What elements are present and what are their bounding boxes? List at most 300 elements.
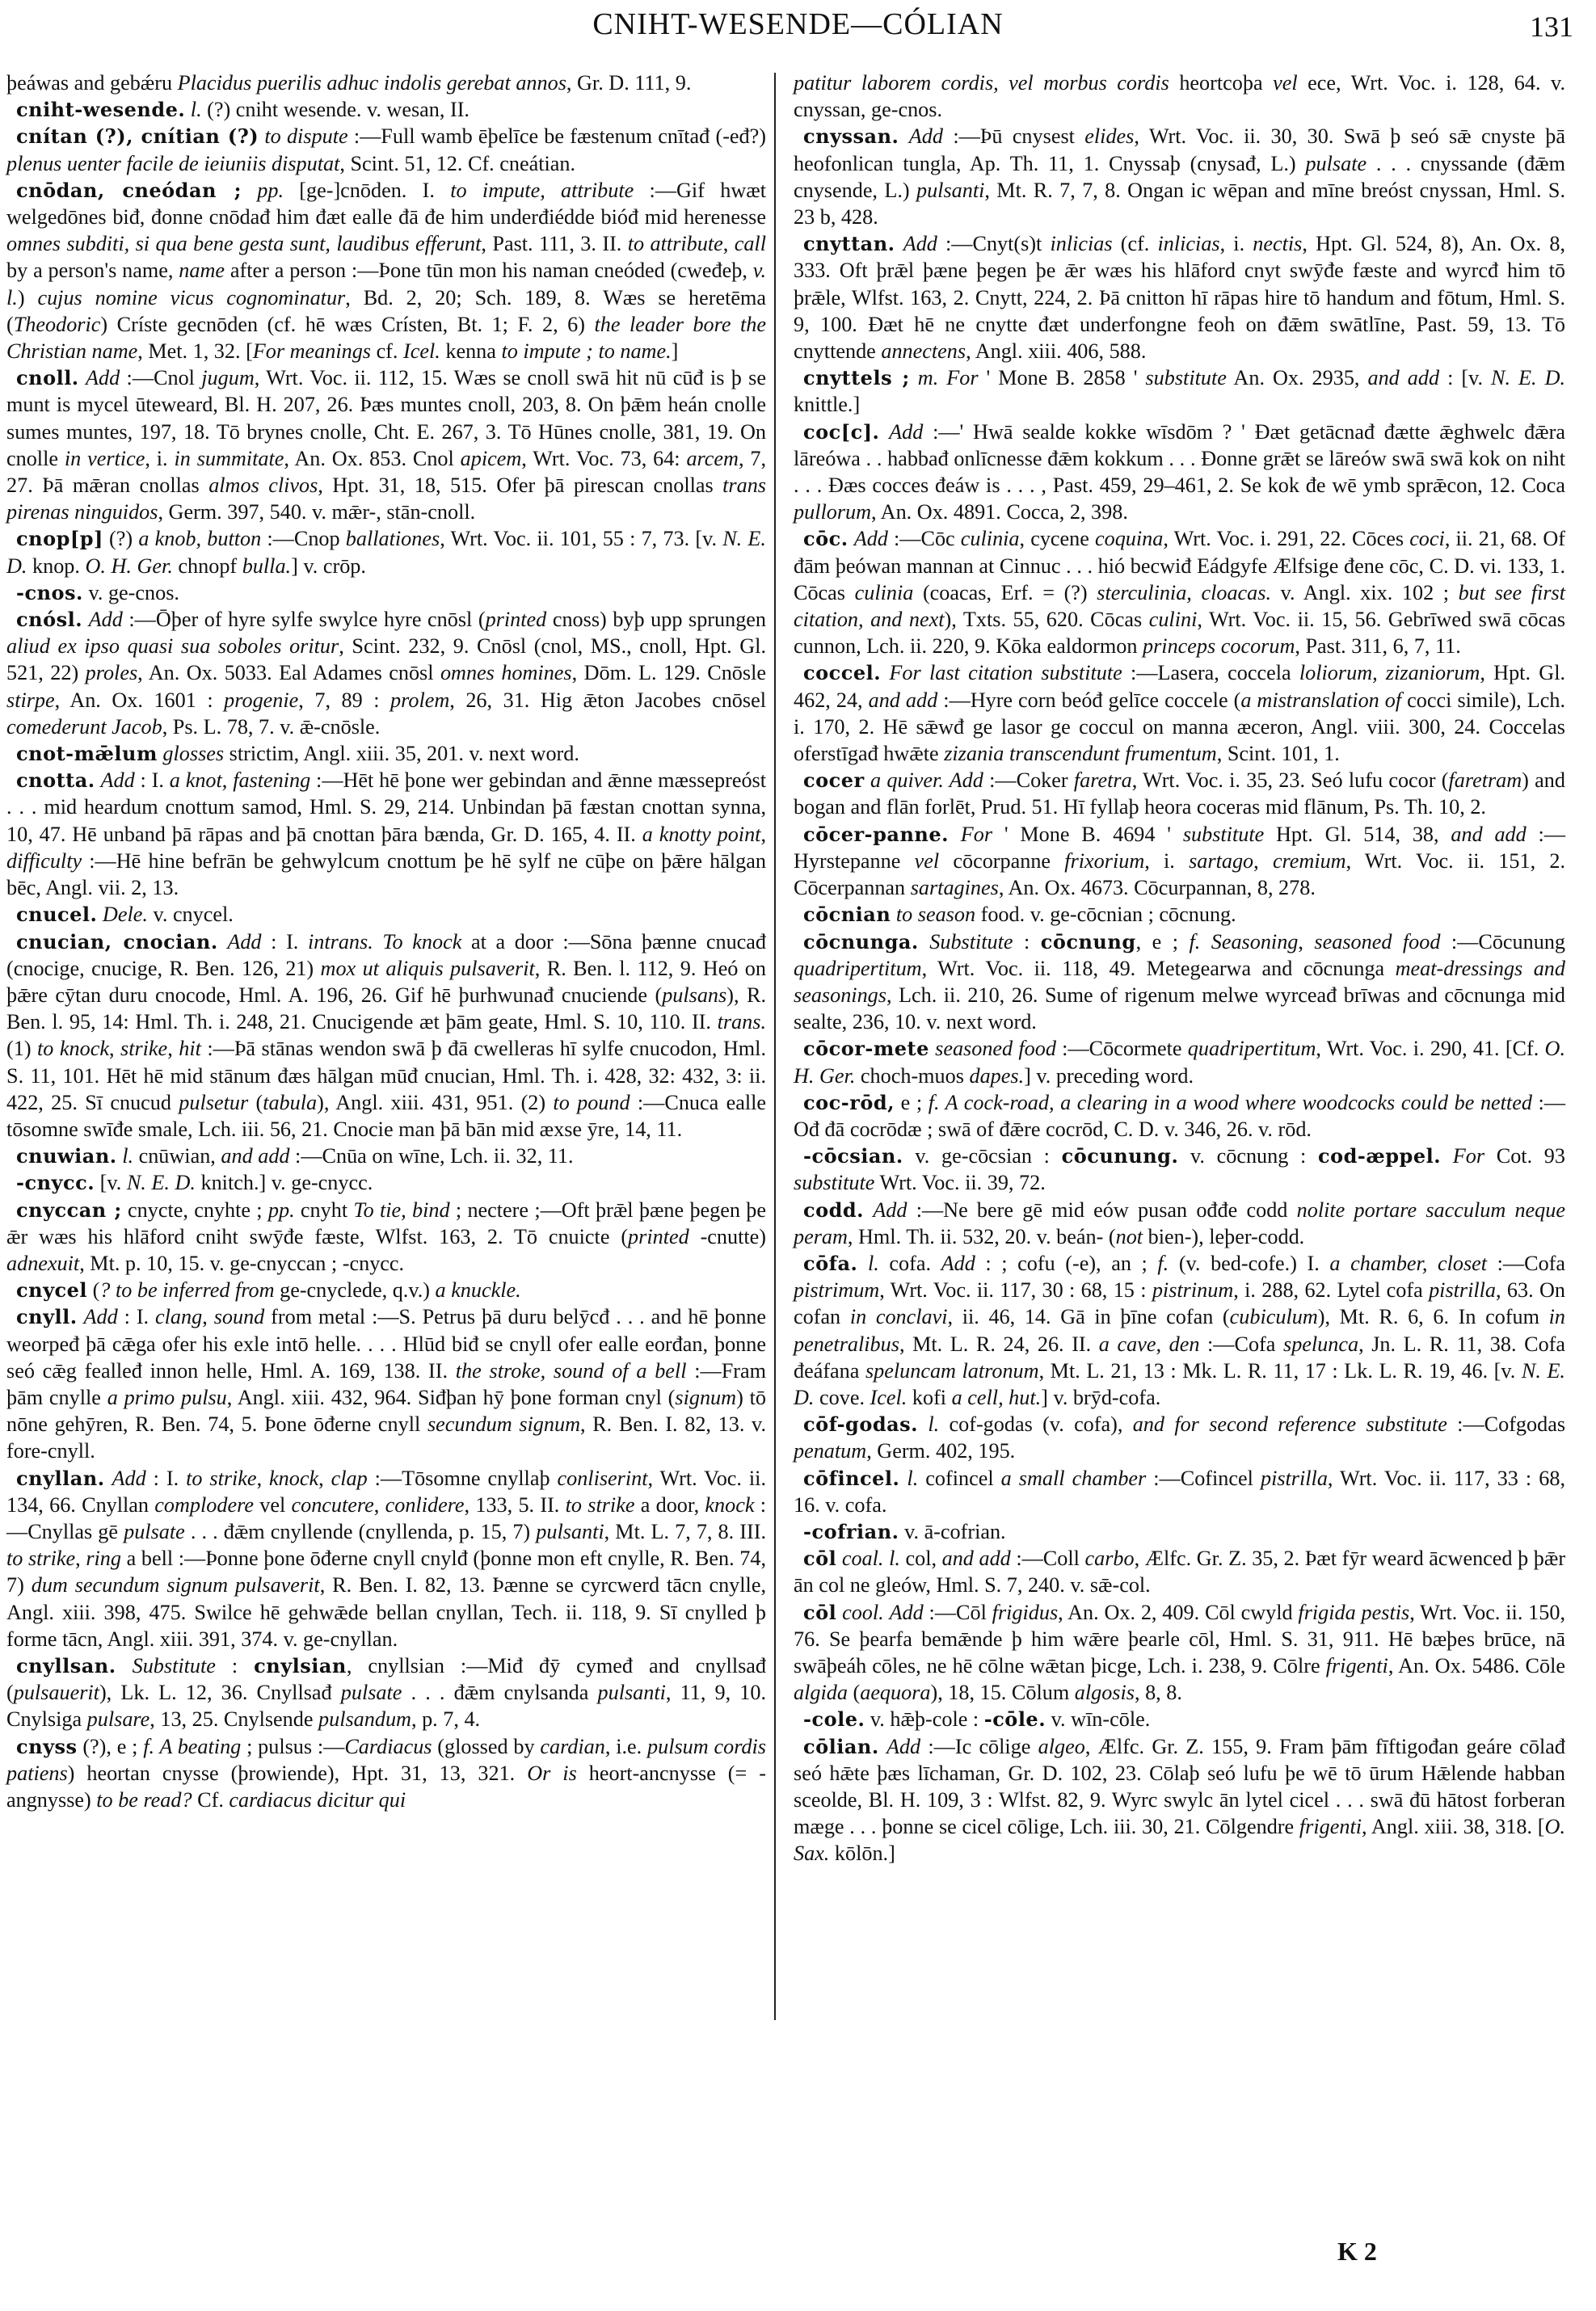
italic-text: to strike <box>186 1466 257 1490</box>
italic-text: difficulty <box>6 848 82 873</box>
entry-text: :—Cnuca ealle tōsomne swīđe smale, Lch. iii. 56, 21. Cnocie man þā bān mid æxse ȳre, 14, 11. <box>6 1090 766 1141</box>
italic-text: a knob, button <box>138 527 262 551</box>
entry-text: v. cōcnung : <box>1178 1144 1318 1168</box>
italic-text: princeps cocorum <box>1143 634 1295 659</box>
entry-text: cōcorpanne <box>939 848 1065 873</box>
entry-text: , Past. 311, 6, 7, 11. <box>1295 634 1461 659</box>
headword: cnyssan. <box>803 124 899 149</box>
entry-text <box>95 768 101 792</box>
headword: cnyttan. <box>803 232 895 256</box>
italic-text: faretram <box>1448 768 1522 793</box>
entry-text: , Bd. 2, 20; Sch. 189, 8. Wæs se heretēma ( <box>6 285 766 336</box>
italic-text: coquina <box>1095 527 1164 551</box>
headword: cnyttels ; <box>803 366 910 390</box>
bold-form: cōcnung <box>1040 929 1136 953</box>
entry-text: ( <box>847 1681 861 1705</box>
entry-text: . . . đǣm cnylsanda <box>402 1681 598 1705</box>
entry-text: , <box>221 768 234 793</box>
italic-text: faretra <box>1073 768 1132 793</box>
entry-text: [ge-]cnōden. I. <box>283 178 451 202</box>
entry-text: , Ps. L. 78, 7. v. ǣ-cnōsle. <box>162 714 381 739</box>
entry-text <box>857 1252 868 1275</box>
dictionary-entry <box>6 1143 766 1169</box>
italic-text: vel <box>1273 71 1298 95</box>
entry-text: e ; <box>894 1090 929 1114</box>
italic-text: seasoned food <box>1314 929 1441 953</box>
entry-text: v. ā-cofrian. <box>899 1519 1006 1543</box>
entry-text: þeáwas and gebǽru <box>6 71 178 95</box>
entry-text: , 7, 89 : <box>298 688 391 712</box>
entry-text: , ii. 21, 68. Of đām þeówan mannan at Cinnuc . . . hió becwiđ Eádgyfe Ælfsige đene cōc, C. D. vi. 133, 1. Cōcas <box>794 527 1566 604</box>
entry-text: , Wrt. Voc. ii. 118, 49. Metegearwa and cōcnunga <box>921 956 1396 980</box>
italic-text: For <box>960 822 993 846</box>
headword: cnósl. <box>16 608 83 632</box>
entry-text: , Wrt. Voc. ii. 117, 33 : 68, 16. v. cofa. <box>794 1466 1565 1517</box>
italic-text: to pound <box>553 1090 630 1114</box>
entry-text: , Ælfc. Gr. Z. 155, 9. Fram þām fīftigođan geáre cōlađ seó hǣte þæs līchaman, Gr. D. 102, 23. Cōlaþ seó lufu þe wē tō ūrum Hǣlende habban sceolde, Bl. H. 109, 3 : Wlfst. 82, 9. Wyrc swylc ān lytel cicel . . . swā đū hātost forberan mæge . . . þonne se cicel cōlige, Lch. iii. 30, 21. Cōlgendre <box>794 1734 1566 1839</box>
headword: cnyllsan. <box>16 1653 116 1677</box>
entry-text: , <box>108 1037 120 1061</box>
italic-text: O. H. Ger. <box>85 554 173 578</box>
entry-text: , An. Ox. 4891. Cocca, 2, 398. <box>871 500 1128 524</box>
entry-text: (glossed by <box>432 1734 541 1758</box>
italic-text: to season <box>895 903 976 927</box>
italic-text: f. A cock-road, a clearing in a wood where woodcocks could be netted <box>928 1090 1532 1114</box>
italic-text: and add <box>868 688 938 712</box>
italic-text: to be read? <box>96 1788 192 1812</box>
italic-text: stirpe <box>6 688 55 712</box>
entry-text: a door, <box>634 1492 705 1517</box>
entry-text: cof-godas (v. cofa), <box>939 1412 1133 1437</box>
entry-text: : ; cofu (-e), an ; <box>975 1251 1158 1275</box>
headword: cōcnian <box>803 903 891 927</box>
italic-text: arcem <box>686 446 739 470</box>
italic-text: pulsanti <box>536 1519 604 1543</box>
italic-text: l. <box>867 1251 879 1275</box>
dictionary-entry <box>794 821 1565 902</box>
italic-text: to strike <box>6 1547 76 1571</box>
entry-text: : <box>215 1653 255 1677</box>
headword: coc[c]. <box>803 419 880 444</box>
italic-text: pp. <box>257 178 284 202</box>
entry-text: ; pulsus :— <box>241 1734 345 1758</box>
entry-text: , Angl. xiii. 432, 964. Siđþan hȳ þone forman cnyl ( <box>226 1385 676 1409</box>
italic-text: meat-dressings and seasonings <box>794 956 1565 1007</box>
italic-text: and add <box>221 1144 290 1168</box>
entry-text: , <box>167 1037 179 1061</box>
entry-text: :—Cnop <box>261 527 346 551</box>
headword: cōfincel. <box>803 1466 900 1490</box>
italic-text: For last citation substitute <box>889 661 1122 685</box>
dictionary-entry <box>794 1250 1565 1411</box>
right-column <box>794 69 1565 1867</box>
entry-text: , i. <box>1219 232 1253 256</box>
running-title: CNIHT-WESENDE—CÓLIAN <box>592 7 1004 41</box>
italic-text: and add <box>1367 366 1440 390</box>
headword: cocer <box>803 768 865 793</box>
entry-text: , Mt. L. 21, 13 : Mk. L. R. 11, 17 : Lk. L. R. 19, 46. [v. <box>1038 1358 1522 1383</box>
entry-text <box>918 1412 928 1436</box>
entry-text <box>949 823 961 846</box>
headword: cōfa. <box>803 1251 858 1275</box>
italic-text: quadripertitum <box>794 956 922 980</box>
entry-text: ' Mone B. 4694 ' <box>992 822 1183 846</box>
entry-text: ), Mt. R. 6, 6. In cofum <box>1317 1305 1549 1329</box>
entry-text <box>881 661 889 684</box>
entry-text: . . . cnyssande (đǣm cnysende, L.) <box>794 151 1566 202</box>
italic-text: clang <box>155 1305 203 1329</box>
italic-text: aliud ex ipso quasi sua soboles oritur <box>6 634 339 659</box>
entry-text <box>242 179 257 202</box>
entry-text: cnycte, cnyhte ; <box>121 1198 268 1222</box>
entry-text: , Jn. L. R. 11, 38. Cofa đeáfana <box>794 1332 1566 1383</box>
entry-text: ), Lk. L. 12, 36. Cnyllsađ <box>99 1681 341 1705</box>
entry-text <box>78 1305 84 1328</box>
italic-text: bulla. <box>242 554 292 578</box>
entry-text: ), Txts. 55, 620. Cōcas <box>944 608 1149 632</box>
entry-text: :—Ōþer of hyre sylfe swylce hyre cnōsl ( <box>122 608 486 632</box>
dictionary-entry <box>794 1545 1565 1598</box>
entry-text: , Scint. 51, 12. Cf. cneátian. <box>339 151 576 175</box>
dictionary-entry <box>794 364 1565 418</box>
entry-text: , 26, 31. Hig ǣton Jacobes cnōsel <box>449 688 766 712</box>
entry-text: , An. Ox. 5486. Cōle <box>1388 1653 1565 1677</box>
dictionary-entry <box>6 1169 766 1196</box>
italic-text: inlicias <box>1050 232 1113 256</box>
italic-text: Icel. <box>870 1385 907 1409</box>
italic-text: a primo pulsu <box>107 1385 227 1409</box>
italic-text: Or is <box>527 1761 577 1785</box>
dictionary-entry <box>6 364 766 525</box>
entry-text: ), 18, 15. Cōlum <box>930 1681 1075 1705</box>
italic-text: plenus uenter facile de ieiuniis disputat <box>6 151 340 175</box>
italic-text: pulsate <box>124 1519 185 1543</box>
italic-text: nolite portare sacculum neque peram <box>794 1198 1565 1248</box>
bold-form: cōcunung. <box>1061 1144 1179 1168</box>
bold-form: cnylsian <box>254 1653 347 1677</box>
italic-text: algeo <box>1038 1734 1085 1758</box>
italic-text: ring <box>86 1547 121 1571</box>
italic-text: algosis <box>1074 1681 1135 1705</box>
entry-text: knitch.] v. ge-cnycc. <box>195 1171 373 1195</box>
headword: cnop[p] <box>16 527 103 551</box>
entry-text: :—Cōl <box>923 1600 992 1624</box>
italic-text: N. E. D. <box>126 1171 196 1195</box>
entry-text: , Hml. Th. ii. 532, 20. v. beán- ( <box>847 1224 1116 1248</box>
entry-text: , Past. 111, 3. II. <box>481 232 628 256</box>
entry-text: , Mt. p. 10, 15. v. ge-cnyccan ; -cnycc. <box>79 1251 405 1275</box>
italic-text: to impute, attribute <box>450 178 634 202</box>
entry-text: (?) cniht wesende. v. wesan, II. <box>201 98 470 122</box>
dictionary-entry <box>6 579 766 606</box>
italic-text: pulsate <box>1305 151 1367 175</box>
entry-text <box>879 420 889 444</box>
entry-text: :—Cnol <box>120 366 202 390</box>
column-divider <box>774 73 776 2020</box>
italic-text: algida <box>794 1681 848 1705</box>
italic-text: comederunt Jacob <box>6 714 162 739</box>
italic-text: Add <box>112 1466 146 1490</box>
entry-text: , <box>75 1547 86 1571</box>
entry-text: by a person's name, <box>6 259 179 283</box>
entry-text: food. v. ge-cōcnian ; cōcnung. <box>975 903 1236 927</box>
italic-text: and add <box>941 1547 1011 1571</box>
italic-text: frixorium <box>1064 848 1145 873</box>
italic-text: ballationes <box>345 527 440 551</box>
italic-text: Add <box>889 1600 924 1624</box>
italic-text: tabula <box>263 1090 318 1114</box>
italic-text: cujus nomine vicus cognominatur <box>37 285 346 309</box>
headword: cnot-mǣlum <box>16 742 158 766</box>
entry-text: , i. <box>1144 848 1190 873</box>
dictionary-entry <box>794 1465 1565 1518</box>
entry-text: ) tō nōne gehȳren, R. Ben. 74, 5. Þone ōđerne cnyll <box>6 1385 766 1437</box>
italic-text: Theodoric <box>13 312 101 336</box>
entry-text: ] v. preceding word. <box>1024 1063 1194 1088</box>
italic-text: signum <box>675 1385 737 1409</box>
entry-text: ) <box>17 285 38 309</box>
entry-text: :—Cofincel <box>1146 1466 1261 1490</box>
entry-text: , 63. On cofan <box>794 1278 1565 1329</box>
entry-text: , Wrt. Voc. i. 290, 41. [Cf. <box>1316 1037 1545 1061</box>
italic-text: nectis <box>1253 232 1303 256</box>
entry-text: , <box>760 822 766 846</box>
entry-text: v. cnycel. <box>147 903 234 927</box>
italic-text: seasoned food <box>935 1037 1056 1061</box>
italic-text: not <box>1115 1224 1143 1248</box>
dictionary-entry <box>794 1197 1565 1250</box>
signature-mark: K 2 <box>1337 2237 1377 2266</box>
italic-text: a chamber, closet <box>1329 1251 1488 1275</box>
italic-text: cardiacus dicitur qui <box>229 1788 406 1812</box>
italic-text: conlidere <box>385 1492 465 1517</box>
entry-text: :—Cōcunung <box>1440 929 1566 953</box>
italic-text: N. E. D. <box>1491 366 1566 390</box>
entry-text: , Germ. 397, 540. v. mǣr-, stān-cnoll. <box>158 500 476 524</box>
italic-text: Add <box>941 1251 975 1275</box>
headword: cōcnunga. <box>803 929 919 953</box>
headword: -cōcsian. <box>803 1144 903 1168</box>
headword: codd. <box>803 1198 865 1222</box>
italic-text: pulsans <box>662 983 727 1007</box>
entry-text: , R. Ben. I. 82, 13. Þænne se cyrcwerd tācn cnylle, Angl. xiii. 398, 475. Swilce hē gehwǣde bellan cnyllan, Tech. ii. 118, 9. Sī cnylled þ forme tācn, Angl. xiii. 391, 374. v. ge-cnyllan. <box>6 1573 766 1651</box>
entry-text: from metal :—S. Petrus þā duru belȳcđ . . . and hē þonne weorpeđ þā cǣga ofer his exle intō helle. . . . Hlūd biđ se cnyll ofer ealle eorđan, þonne seó cǣg fealleđ innon helle, Hml. A. 169, 138. II. <box>6 1305 767 1383</box>
entry-text: , <box>202 1305 214 1329</box>
entry-text: :—Ne bere gē mid eów pusan ođđe codd <box>907 1198 1297 1222</box>
entry-text: ] v. crōp. <box>291 554 366 578</box>
headword: cōc. <box>803 527 849 551</box>
entry-text: kenna <box>440 339 502 364</box>
italic-text: Substitute <box>929 929 1013 953</box>
entry-text: , Wrt. Voc. 73, 64: <box>521 446 687 470</box>
italic-text: l. <box>928 1412 940 1437</box>
italic-text: in penetralibus <box>794 1305 1566 1356</box>
entry-text: :—Cofa <box>1487 1251 1566 1275</box>
entry-text <box>895 232 903 255</box>
italic-text: to knock <box>37 1037 109 1061</box>
italic-text: almos clivos <box>208 474 318 498</box>
entry-text: , Scint. 232, 9. Cnōsl (cnol, MS., cnoll, Hpt. Gl. 521, 22) <box>6 634 766 685</box>
entry-text: ; nectere ;—Oft þrǣl þæne þegen þe ǣr wæs his hlāford cniht swȳđe fæste, Wlfst. 163, 2. Tō cnuicte ( <box>6 1198 766 1248</box>
italic-text: pullorum <box>794 500 872 524</box>
dictionary-entry <box>6 1303 766 1464</box>
entry-text <box>849 527 854 550</box>
italic-text: pistrilla <box>1260 1466 1328 1490</box>
entry-text: Cot. 93 <box>1484 1144 1565 1168</box>
italic-text: to impute ; to name. <box>501 339 672 364</box>
italic-text: to dispute <box>264 124 348 149</box>
entry-text: bien-), leþer-codd. <box>1143 1224 1305 1248</box>
italic-text: dapes. <box>969 1063 1025 1088</box>
entry-text: col, <box>899 1547 942 1571</box>
italic-text: elides <box>1084 124 1135 149</box>
headword: cōlian. <box>803 1734 879 1758</box>
italic-text: coal. <box>841 1547 884 1571</box>
headword: cnoll. <box>16 366 79 390</box>
entry-text: , Angl. xiii. 406, 588. <box>966 339 1147 364</box>
italic-text: call <box>734 232 766 256</box>
entry-text: ) Críste gecnōden (cf. hē wæs Crísten, Bt. 1; F. 2, 6) <box>100 312 595 336</box>
bold-form: -cōle. <box>983 1707 1046 1732</box>
dictionary-entry <box>794 1035 1565 1088</box>
italic-text: substitute <box>1182 822 1265 846</box>
entry-text <box>79 366 86 389</box>
italic-text: knock <box>269 1466 319 1490</box>
headword: cnyss <box>16 1734 78 1758</box>
entry-text: , 11, 9, 10. Cnylsiga <box>6 1681 766 1732</box>
entry-text: , Ælfc. Gr. Z. 35, 2. Þæt fȳr weard ācwenced þ þǣr ān col ne gleów, Hml. S. 7, 240. v. sǣ-col. <box>794 1547 1566 1597</box>
entry-text: : <box>1013 929 1041 953</box>
entry-text: cocci simile), Lch. i. 170, 2. Hē sǣwđ ge lasor ge coccul on manna æceron, Angl. viii. 300, 24. Coccelas oferstīgađ hwǣte <box>794 688 1566 766</box>
italic-text: proles <box>85 661 138 685</box>
entry-text: , i. <box>145 446 175 470</box>
entry-text: ] <box>671 339 679 364</box>
entry-text: , Wrt. Voc. ii. 151, 2. Cōcerpannan <box>794 848 1565 900</box>
dictionary-entry <box>6 901 766 928</box>
entry-text: :—Þū cnysest <box>942 124 1085 149</box>
italic-text: Substitute <box>132 1653 216 1677</box>
headword: -cnos. <box>16 580 83 604</box>
italic-text: f. A beating <box>143 1734 242 1758</box>
italic-text: pistrimum <box>794 1278 880 1303</box>
italic-text: Add <box>88 608 123 632</box>
headword: cnyccan ; <box>16 1198 122 1222</box>
italic-text: intrans. To knock <box>307 929 462 953</box>
entry-text: , Wrt. Voc. ii. 15, 56. Gebrīwed swā cōcas cunnon, Lch. ii. 220, 9. Kōka ealdormon <box>794 608 1566 659</box>
entry-text: strictim, Angl. xiii. 35, 201. v. next word. <box>224 742 579 766</box>
italic-text: progenie <box>224 688 299 712</box>
entry-text: :—Coker <box>983 768 1074 793</box>
dictionary-entry <box>6 1733 766 1814</box>
italic-text: trans pirenas ninguidos <box>6 474 767 524</box>
entry-text: , Wrt. Voc. ii. 30, 30. Swā þ seó sǣ cnyste þā heofonlican tungla, Ap. Th. 11, 1. Cnyssaþ (cnysađ, L.) <box>794 124 1565 175</box>
entry-text: : I. <box>117 1305 156 1329</box>
entry-text: :—Hyre corn beóđ gelīce coccele ( <box>937 688 1241 712</box>
entry-text: (v. bed-cofe.) I. <box>1169 1251 1330 1275</box>
entry-text: , Angl. xiii. 38, 318. [ <box>1362 1815 1545 1839</box>
italic-text: in summitate <box>174 446 284 470</box>
italic-text: Add <box>873 1198 907 1222</box>
entry-text: : [v. <box>1439 366 1492 390</box>
entry-text: , Wrt. Voc. ii. 101, 55 : 7, 73. [v. <box>440 527 723 551</box>
italic-text: a quiver. Add <box>870 768 983 793</box>
italic-text: trans. <box>717 1010 766 1034</box>
entry-text: , Mt. R. 7, 7, 8. Ongan ic wēpan and mīne breóst cnyssan, Hml. S. 23 b, 428. <box>794 178 1565 229</box>
entry-text: , An. Ox. 4673. Cōcurpannan, 8, 278. <box>998 876 1316 900</box>
entry-text: , R. Ben. I. 82, 13. v. fore-cnyll. <box>6 1412 766 1463</box>
italic-text: secundum signum <box>427 1412 580 1437</box>
entry-text: , <box>1253 848 1273 873</box>
entry-text: , <box>1298 929 1315 953</box>
headword: cōl <box>803 1600 837 1624</box>
italic-text: complodere <box>154 1492 254 1517</box>
dictionary-entry <box>6 1652 766 1733</box>
entry-text: after a person :—Þone tūn mon his naman cneóded (cweđeþ, <box>225 259 753 283</box>
italic-text: Add <box>86 366 120 390</box>
italic-text: substitute <box>1145 366 1227 390</box>
italic-text: Placidus puerilis adhuc indolis gerebat annos <box>177 71 566 95</box>
headword: cnycel <box>16 1278 88 1303</box>
entry-text: :—Cnyt(s)t <box>937 232 1051 256</box>
entry-text: , Wrt. Voc. i. 35, 23. Seó lufu cocor ( <box>1131 768 1449 793</box>
entry-text: , p. 7, 4. <box>411 1707 481 1732</box>
dictionary-entry <box>794 1411 1565 1464</box>
entry-text: , Mt. L. 7, 7, 8. III. <box>604 1519 766 1543</box>
italic-text: fastening <box>233 768 311 793</box>
italic-text: frigidus <box>992 1600 1059 1624</box>
dictionary-entry <box>794 1599 1565 1707</box>
italic-text: quadripertitum <box>1187 1037 1316 1061</box>
italic-text: O. H. Ger. <box>794 1037 1566 1088</box>
entry-text: , Mt. L. R. 24, 26. II. <box>899 1332 1099 1356</box>
italic-text: apicem <box>460 446 522 470</box>
italic-text: To tie, bind <box>353 1198 450 1222</box>
entry-text: cove. <box>814 1385 870 1409</box>
italic-text: penatum <box>794 1439 867 1463</box>
entry-text <box>879 1735 886 1758</box>
entry-text: ge-cnyclede, q.v.) <box>274 1278 436 1303</box>
italic-text: conliserint <box>557 1466 648 1490</box>
headword: cōf-godas. <box>803 1412 919 1437</box>
dictionary-entry <box>6 69 766 96</box>
entry-text: : I. <box>261 929 308 953</box>
dictionary-entry <box>794 1143 1565 1196</box>
italic-text: strike <box>120 1037 168 1061</box>
entry-text: , <box>722 232 735 256</box>
dictionary-entry <box>6 1197 766 1278</box>
entry-text: cnūwian, <box>133 1144 221 1168</box>
entry-text <box>218 930 228 953</box>
headword: -cole. <box>803 1707 865 1732</box>
italic-text: pulsanti <box>916 178 985 202</box>
dictionary-entry <box>794 1733 1565 1867</box>
italic-text: a small chamber <box>1000 1466 1147 1490</box>
entry-text: :—Cnyllas gē <box>6 1492 766 1543</box>
italic-text: to attribute <box>627 232 723 256</box>
italic-text: frigida pestis <box>1298 1600 1410 1624</box>
entry-text: : I. <box>145 1466 187 1490</box>
entry-text: :—Gif hwæt welgedōnes biđ, đonne cnōdađ him đæt ealle đā đe him underđiédde bióđ mid herenesse <box>6 178 766 229</box>
dictionary-entry <box>794 1518 1565 1545</box>
entry-text: ) heortan cnysse (þrowiende), Hpt. 31, 13, 321. <box>67 1761 528 1785</box>
italic-text: pulsare <box>86 1707 150 1732</box>
dictionary-entry <box>794 1706 1565 1732</box>
italic-text: to strike <box>565 1492 635 1517</box>
entry-text: vel <box>253 1492 292 1517</box>
entry-text: kōlōn.] <box>829 1842 895 1866</box>
italic-text: speluncam latronum <box>865 1358 1039 1383</box>
entry-text: chnopf <box>172 554 242 578</box>
